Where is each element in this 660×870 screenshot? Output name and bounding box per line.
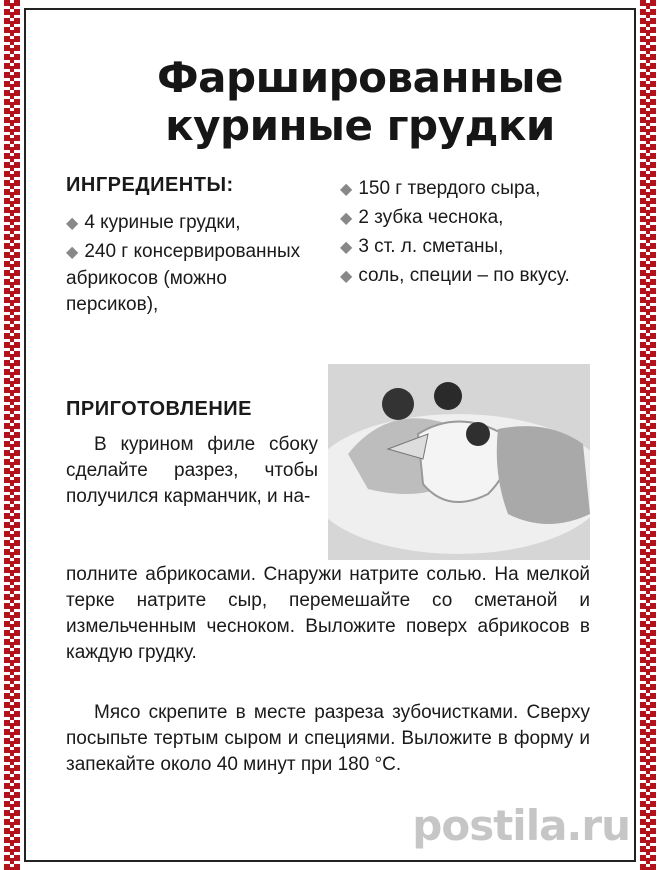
ingredient-item: ◆ 150 г твердого сыра, (340, 178, 541, 199)
watermark: postila.ru (412, 801, 630, 850)
bullet-icon: ◆ (340, 210, 353, 227)
bullet-icon: ◆ (340, 181, 353, 198)
dish-photo (328, 364, 590, 560)
decorative-border-left (4, 0, 20, 870)
ingredient-item: ◆ 4 куриные грудки, (66, 212, 241, 233)
ingredients-list-right (340, 176, 590, 292)
paragraph-1-part-1: В курином филе сбоку сделайте разрез, чтобы получился карманчик, и на- (66, 434, 318, 507)
recipe-title (100, 54, 620, 150)
bullet-icon: ◆ (66, 215, 79, 232)
ingredient-item: ◆ 3 ст. л. сметаны, (340, 236, 504, 257)
bullet-icon: ◆ (66, 244, 79, 261)
paragraph-2: Мясо скрепите в месте разреза зубочистками. Сверху посыпьте тертым сыром и специями. Выложите в форму и запекайте около 40 минут при 180 °С. (66, 702, 590, 775)
bullet-icon: ◆ (340, 268, 353, 285)
ingredients-heading: ИНГРЕДИЕНТЫ: (66, 174, 234, 196)
decorative-border-right (640, 0, 656, 870)
ingredient-item: ◆ соль, специи – по вкусу. (340, 265, 570, 286)
ingredient-item: ◆ 2 зубка чеснока, (340, 207, 504, 228)
bullet-icon: ◆ (340, 239, 353, 256)
dish-photo-illustration (328, 364, 590, 560)
ingredients-list-left (66, 210, 316, 320)
paragraph-1-part-2: полните абрикосами. Снаружи натрите солью. На мелкой терке натрите сыр, перемешайте со сметаной и измельченным чесноком. Выложите поверх абрикосов в каждую грудку. (66, 564, 590, 663)
title-line-1: Фаршированные (157, 53, 563, 103)
title-line-2: куриные грудки (165, 101, 555, 151)
preparation-heading: ПРИГОТОВЛЕНИЕ (66, 398, 252, 420)
ingredient-item: ◆ 240 г консервированных абрикосов (можно персиков), (66, 241, 301, 315)
